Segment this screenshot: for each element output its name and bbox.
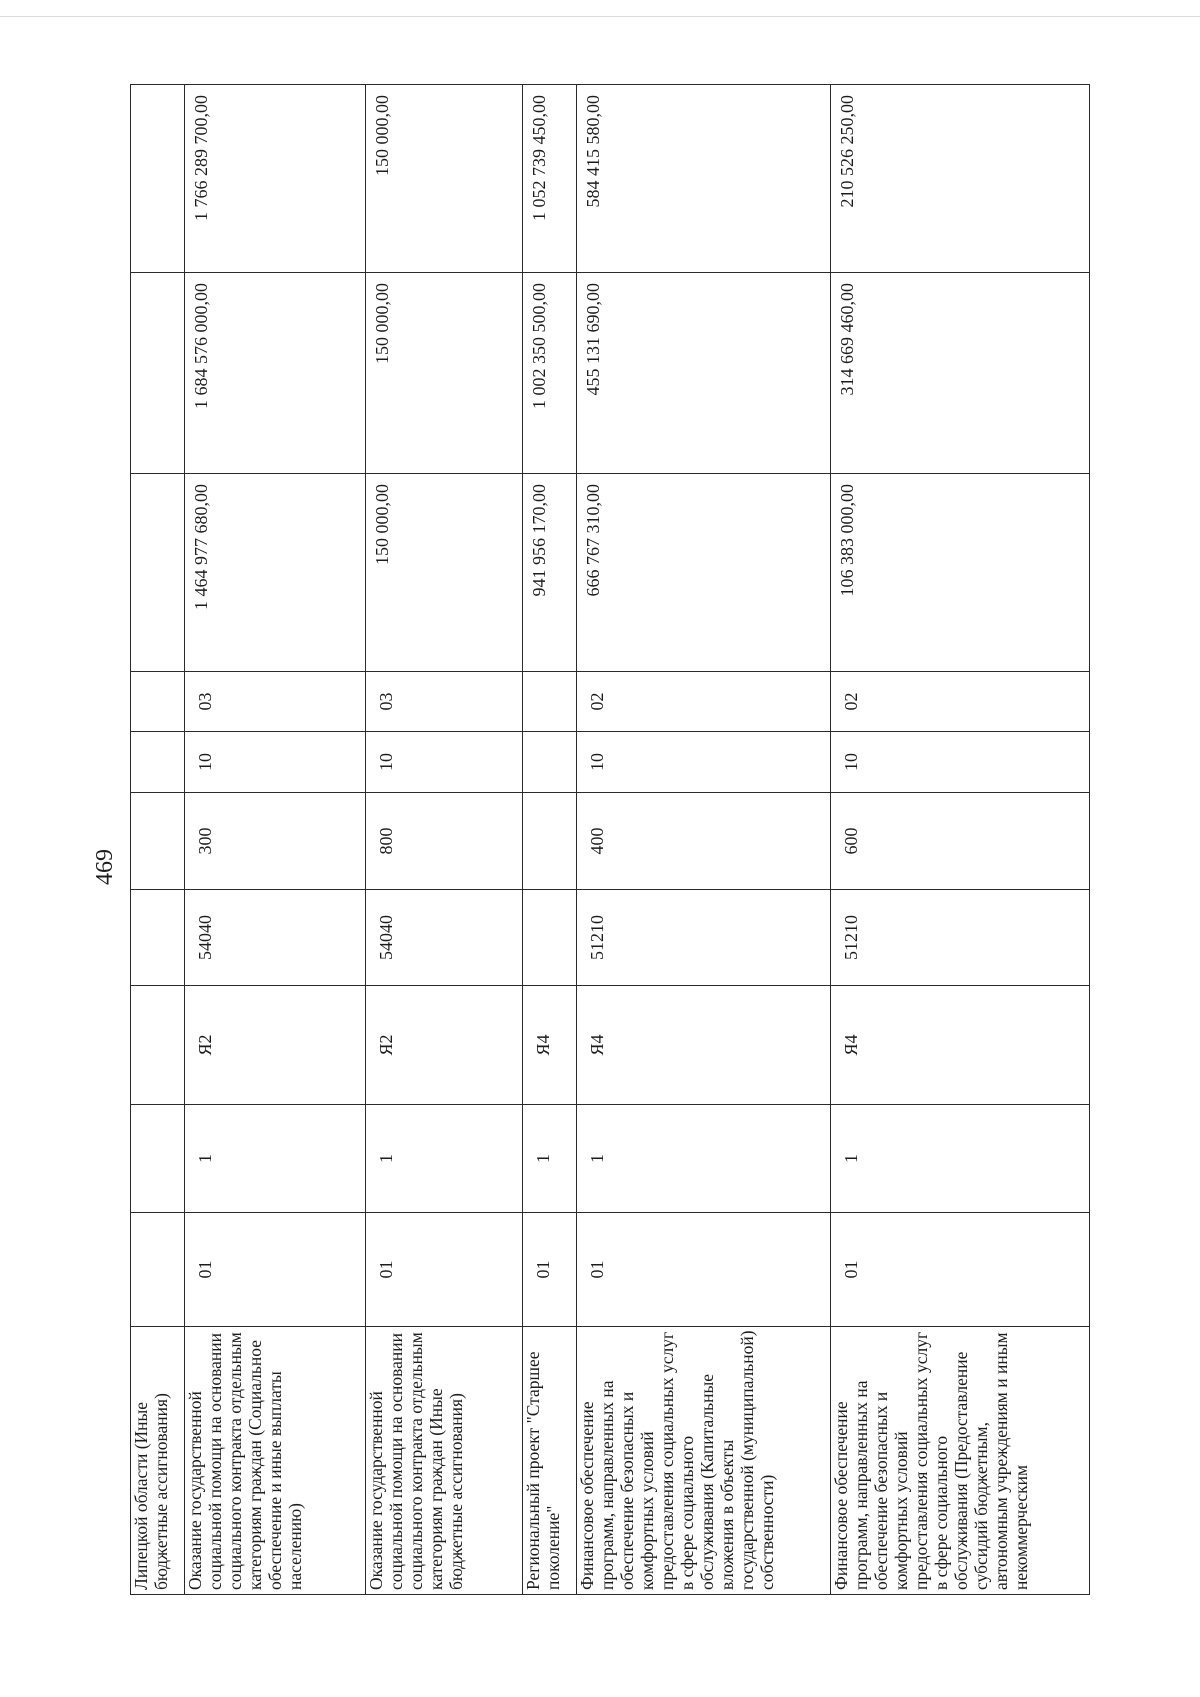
section-cell: 10 (576, 732, 830, 793)
project-code-cell: Я2 (184, 986, 365, 1105)
direction-code-cell: 51210 (830, 890, 1089, 986)
direction-code-cell (522, 890, 576, 986)
table-row (131, 85, 185, 1595)
table-row (184, 85, 365, 1595)
expense-type-cell: 300 (184, 793, 365, 890)
expense-type-cell: 800 (366, 793, 523, 890)
project-code-cell: Я4 (522, 986, 576, 1105)
subprogram-code-cell: 1 (366, 1105, 523, 1213)
section-cell: 10 (830, 732, 1089, 793)
subprogram-code-cell (131, 1105, 185, 1213)
project-code-cell (131, 986, 185, 1105)
row-name-cell: Региональный проект "Старшее поколение" (522, 1327, 576, 1595)
sum-year3-cell: 584 415 580,00 (576, 85, 830, 273)
row-name-cell: Финансовое обеспечение программ, направленных на обеспечение безопасных и комфортных условий предоставления социальных услуг в сфере социального обслуживания (Капитальные вложения в объекты государственной (муниципальной) собственности) (576, 1327, 830, 1595)
budget-table-container (130, 85, 1090, 1595)
project-code-cell: Я4 (830, 986, 1089, 1105)
subsection-cell (131, 672, 185, 732)
sum-year1-cell: 941 956 170,00 (522, 474, 576, 672)
budget-table (130, 84, 1090, 1595)
sum-year1-cell: 1 464 977 680,00 (184, 474, 365, 672)
table-row (522, 85, 576, 1595)
project-code-cell: Я4 (576, 986, 830, 1105)
sum-year3-cell (131, 85, 185, 273)
program-code-cell: 01 (184, 1213, 365, 1327)
expense-type-cell (522, 793, 576, 890)
direction-code-cell (131, 890, 185, 986)
subprogram-code-cell: 1 (576, 1105, 830, 1213)
expense-type-cell: 400 (576, 793, 830, 890)
sum-year2-cell: 455 131 690,00 (576, 273, 830, 474)
subprogram-code-cell: 1 (184, 1105, 365, 1213)
direction-code-cell: 54040 (184, 890, 365, 986)
table-row (366, 85, 523, 1595)
program-code-cell (131, 1213, 185, 1327)
page-number: 469 (92, 849, 118, 885)
section-cell (131, 732, 185, 793)
row-name-cell: Липецкой области (Иные бюджетные ассигнования) (131, 1327, 185, 1595)
scan-top-edge (0, 16, 1200, 17)
program-code-cell: 01 (366, 1213, 523, 1327)
expense-type-cell: 600 (830, 793, 1089, 890)
sum-year1-cell: 106 383 000,00 (830, 474, 1089, 672)
sum-year3-cell: 150 000,00 (366, 85, 523, 273)
sum-year1-cell: 150 000,00 (366, 474, 523, 672)
project-code-cell: Я2 (366, 986, 523, 1105)
sum-year2-cell: 1 684 576 000,00 (184, 273, 365, 474)
sum-year2-cell: 314 669 460,00 (830, 273, 1089, 474)
subsection-cell: 03 (184, 672, 365, 732)
sum-year2-cell: 150 000,00 (366, 273, 523, 474)
sum-year1-cell: 666 767 310,00 (576, 474, 830, 672)
row-name-cell: Оказание государственной социальной помощи на основании социального контракта отдельным категориям граждан (Социальное обеспечение и иные выплаты населению) (184, 1327, 365, 1595)
subsection-cell: 03 (366, 672, 523, 732)
section-cell: 10 (184, 732, 365, 793)
program-code-cell: 01 (522, 1213, 576, 1327)
section-cell (522, 732, 576, 793)
program-code-cell: 01 (830, 1213, 1089, 1327)
section-cell: 10 (366, 732, 523, 793)
sum-year3-cell: 210 526 250,00 (830, 85, 1089, 273)
subprogram-code-cell: 1 (830, 1105, 1089, 1213)
sum-year3-cell: 1 052 739 450,00 (522, 85, 576, 273)
table-row (830, 85, 1089, 1595)
direction-code-cell: 51210 (576, 890, 830, 986)
sum-year3-cell: 1 766 289 700,00 (184, 85, 365, 273)
subsection-cell: 02 (830, 672, 1089, 732)
table-row (576, 85, 830, 1595)
expense-type-cell (131, 793, 185, 890)
subsection-cell: 02 (576, 672, 830, 732)
sum-year2-cell: 1 002 350 500,00 (522, 273, 576, 474)
subsection-cell (522, 672, 576, 732)
row-name-cell: Оказание государственной социальной помощи на основании социального контракта отдельным категориям граждан (Иные бюджетные ассигнования) (366, 1327, 523, 1595)
row-name-cell: Финансовое обеспечение программ, направленных на обеспечение безопасных и комфортных условий предоставления социальных услуг в сфере социального обслуживания (Предоставление субсидий бюджетным, автономным учреждениям и иным некоммерческим (830, 1327, 1089, 1595)
sum-year2-cell (131, 273, 185, 474)
program-code-cell: 01 (576, 1213, 830, 1327)
direction-code-cell: 54040 (366, 890, 523, 986)
sum-year1-cell (131, 474, 185, 672)
subprogram-code-cell: 1 (522, 1105, 576, 1213)
